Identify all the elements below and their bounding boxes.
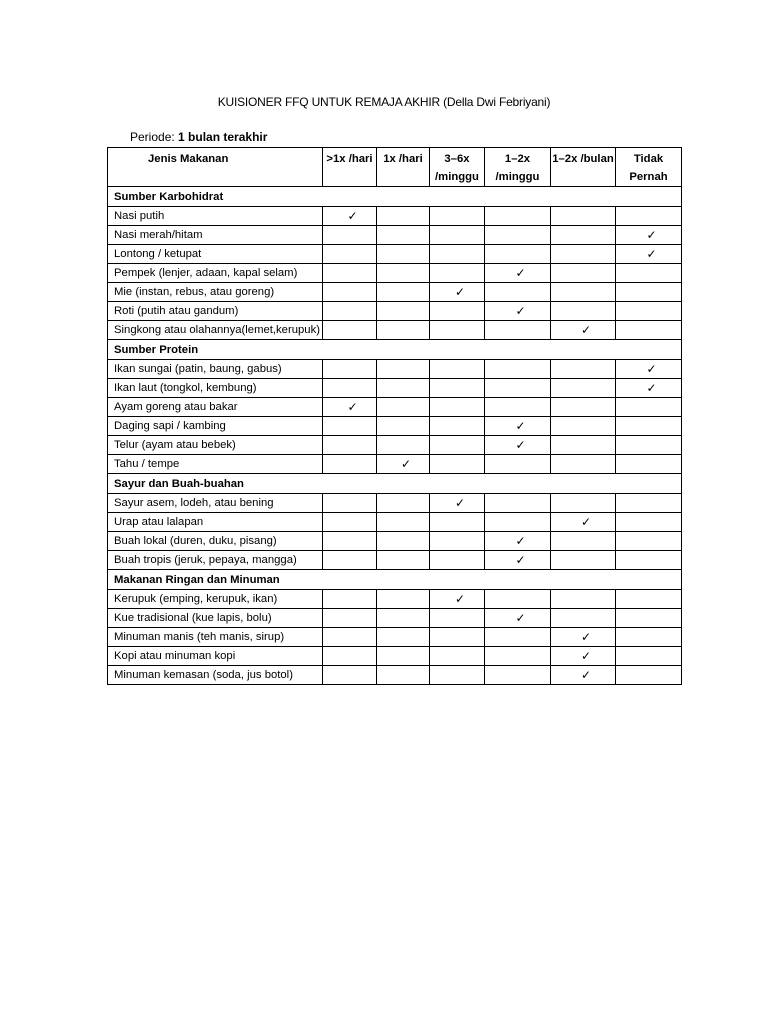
frequency-cell <box>377 532 430 551</box>
frequency-cell <box>616 532 682 551</box>
frequency-cell <box>485 398 551 417</box>
checkmark-icon: ✓ <box>454 496 466 510</box>
checkmark-icon: ✓ <box>580 630 592 644</box>
frequency-cell <box>551 226 616 245</box>
section-heading: Makanan Ringan dan Minuman <box>108 570 682 590</box>
frequency-cell <box>616 226 682 245</box>
checkmark-icon: ✓ <box>515 611 526 625</box>
frequency-cell <box>616 360 682 379</box>
frequency-cell <box>377 551 430 570</box>
frequency-cell <box>323 436 377 455</box>
frequency-cell <box>323 283 377 302</box>
checkmark-icon: ✓ <box>400 457 412 471</box>
section-heading: Sumber Protein <box>108 340 682 360</box>
frequency-cell <box>485 417 551 436</box>
table-row <box>108 609 682 628</box>
frequency-cell <box>616 321 682 340</box>
frequency-cell <box>323 609 377 628</box>
frequency-cell <box>377 494 430 513</box>
column-header-never: Tidak Pernah <box>616 148 682 187</box>
table-row <box>108 436 682 455</box>
column-header-food: Jenis Makanan <box>108 148 323 187</box>
frequency-cell <box>323 321 377 340</box>
frequency-cell <box>377 264 430 283</box>
column-header-more-than-once-daily: >1x /hari <box>323 148 377 187</box>
table-row <box>108 666 682 685</box>
frequency-cell <box>377 513 430 532</box>
frequency-cell <box>377 666 430 685</box>
frequency-cell <box>551 647 616 666</box>
frequency-cell <box>377 226 430 245</box>
frequency-cell <box>551 590 616 609</box>
frequency-cell <box>616 398 682 417</box>
checkmark-icon: ✓ <box>515 553 526 567</box>
food-name: Kerupuk (emping, kerupuk, ikan) <box>108 590 323 609</box>
frequency-cell <box>377 398 430 417</box>
checkmark-icon: ✓ <box>646 362 657 376</box>
frequency-cell <box>551 513 616 532</box>
table-row <box>108 283 682 302</box>
frequency-cell <box>551 551 616 570</box>
frequency-cell <box>430 264 485 283</box>
frequency-cell <box>430 207 485 226</box>
frequency-cell <box>551 398 616 417</box>
frequency-cell <box>551 302 616 321</box>
checkmark-icon: ✓ <box>646 228 657 242</box>
frequency-cell <box>430 513 485 532</box>
frequency-cell <box>377 609 430 628</box>
food-name: Roti (putih atau gandum) <box>108 302 323 321</box>
section-heading: Sayur dan Buah-buahan <box>108 474 682 494</box>
periode-label: Periode: <box>130 130 175 144</box>
food-name: Buah tropis (jeruk, pepaya, mangga) <box>108 551 323 570</box>
food-name: Nasi merah/hitam <box>108 226 323 245</box>
frequency-cell <box>616 551 682 570</box>
table-row <box>108 417 682 436</box>
frequency-cell <box>551 666 616 685</box>
section-heading: Sumber Karbohidrat <box>108 187 682 207</box>
food-name: Nasi putih <box>108 207 323 226</box>
frequency-cell <box>485 532 551 551</box>
checkmark-icon: ✓ <box>646 247 657 261</box>
frequency-cell <box>430 609 485 628</box>
document-title: KUISIONER FFQ UNTUK REMAJA AKHIR (Della Dwi Febriyani) <box>217 95 551 109</box>
frequency-cell <box>616 379 682 398</box>
frequency-cell <box>616 609 682 628</box>
checkmark-icon: ✓ <box>454 592 466 606</box>
frequency-cell <box>430 379 485 398</box>
frequency-cell <box>377 302 430 321</box>
frequency-cell <box>323 226 377 245</box>
frequency-cell <box>430 398 485 417</box>
frequency-cell <box>430 226 485 245</box>
frequency-cell <box>485 245 551 264</box>
frequency-cell <box>377 417 430 436</box>
frequency-cell <box>551 321 616 340</box>
column-header-1-2-monthly: 1–2x /bulan <box>551 148 616 187</box>
frequency-cell <box>551 494 616 513</box>
checkmark-icon: ✓ <box>646 381 657 395</box>
checkmark-icon: ✓ <box>515 438 526 452</box>
frequency-cell <box>616 666 682 685</box>
frequency-cell <box>485 513 551 532</box>
frequency-cell <box>485 321 551 340</box>
table-row <box>108 379 682 398</box>
periode-line <box>130 130 267 144</box>
table-row <box>108 455 682 474</box>
food-name: Singkong atau olahannya(lemet,kerupuk) <box>108 321 323 340</box>
frequency-cell <box>551 532 616 551</box>
column-header-once-daily: 1x /hari <box>377 148 430 187</box>
ffq-body <box>108 187 682 685</box>
frequency-cell <box>551 264 616 283</box>
frequency-cell <box>616 207 682 226</box>
checkmark-icon: ✓ <box>580 323 592 337</box>
frequency-cell <box>485 283 551 302</box>
food-name: Sayur asem, lodeh, atau bening <box>108 494 323 513</box>
frequency-cell <box>377 436 430 455</box>
table-row <box>108 321 682 340</box>
column-header-1-2-weekly: 1–2x /minggu <box>485 148 551 187</box>
table-row <box>108 628 682 647</box>
table-row <box>108 551 682 570</box>
frequency-cell <box>377 283 430 302</box>
frequency-cell <box>323 628 377 647</box>
frequency-cell <box>430 245 485 264</box>
table-row <box>108 302 682 321</box>
table-row <box>108 532 682 551</box>
frequency-cell <box>430 628 485 647</box>
section-row <box>108 340 682 360</box>
table-row <box>108 647 682 666</box>
table-row <box>108 226 682 245</box>
section-row <box>108 187 682 207</box>
frequency-cell <box>430 647 485 666</box>
frequency-cell <box>377 321 430 340</box>
frequency-cell <box>323 302 377 321</box>
frequency-cell <box>323 245 377 264</box>
table-row <box>108 207 682 226</box>
frequency-cell <box>323 647 377 666</box>
frequency-cell <box>551 207 616 226</box>
table-row <box>108 264 682 283</box>
frequency-cell <box>485 666 551 685</box>
food-name: Ikan laut (tongkol, kembung) <box>108 379 323 398</box>
frequency-cell <box>551 609 616 628</box>
table-row <box>108 494 682 513</box>
frequency-cell <box>616 417 682 436</box>
frequency-cell <box>485 647 551 666</box>
food-name: Lontong / ketupat <box>108 245 323 264</box>
frequency-cell <box>485 360 551 379</box>
food-name: Ayam goreng atau bakar <box>108 398 323 417</box>
frequency-cell <box>430 494 485 513</box>
table-row <box>108 360 682 379</box>
frequency-cell <box>485 609 551 628</box>
food-name: Mie (instan, rebus, atau goreng) <box>108 283 323 302</box>
frequency-cell <box>323 513 377 532</box>
frequency-cell <box>323 666 377 685</box>
frequency-cell <box>323 494 377 513</box>
frequency-cell <box>485 207 551 226</box>
frequency-cell <box>485 302 551 321</box>
food-name: Daging sapi / kambing <box>108 417 323 436</box>
frequency-cell <box>551 417 616 436</box>
checkmark-icon: ✓ <box>347 209 358 223</box>
frequency-cell <box>430 455 485 474</box>
frequency-cell <box>485 494 551 513</box>
frequency-cell <box>485 590 551 609</box>
frequency-cell <box>430 666 485 685</box>
frequency-cell <box>377 379 430 398</box>
food-name: Minuman kemasan (soda, jus botol) <box>108 666 323 685</box>
frequency-cell <box>551 379 616 398</box>
frequency-cell <box>430 436 485 455</box>
frequency-cell <box>430 532 485 551</box>
checkmark-icon: ✓ <box>580 515 592 529</box>
frequency-cell <box>551 245 616 264</box>
header-row <box>108 148 682 187</box>
frequency-cell <box>430 302 485 321</box>
frequency-cell <box>323 590 377 609</box>
frequency-cell <box>377 245 430 264</box>
frequency-cell <box>616 647 682 666</box>
food-name: Kopi atau minuman kopi <box>108 647 323 666</box>
frequency-cell <box>377 455 430 474</box>
section-row <box>108 474 682 494</box>
frequency-cell <box>323 379 377 398</box>
frequency-cell <box>430 283 485 302</box>
section-row <box>108 570 682 590</box>
food-name: Tahu / tempe <box>108 455 323 474</box>
checkmark-icon: ✓ <box>580 668 592 682</box>
food-name: Kue tradisional (kue lapis, bolu) <box>108 609 323 628</box>
frequency-cell <box>323 264 377 283</box>
checkmark-icon: ✓ <box>515 266 526 280</box>
frequency-cell <box>377 360 430 379</box>
frequency-cell <box>485 264 551 283</box>
frequency-cell <box>377 207 430 226</box>
frequency-cell <box>430 551 485 570</box>
frequency-cell <box>616 264 682 283</box>
table-row <box>108 513 682 532</box>
frequency-cell <box>485 226 551 245</box>
frequency-cell <box>551 628 616 647</box>
checkmark-icon: ✓ <box>515 304 526 318</box>
frequency-cell <box>485 628 551 647</box>
frequency-cell <box>616 283 682 302</box>
frequency-cell <box>377 628 430 647</box>
frequency-cell <box>616 494 682 513</box>
food-name: Urap atau lalapan <box>108 513 323 532</box>
frequency-cell <box>430 321 485 340</box>
ffq-table <box>107 147 682 685</box>
table-row <box>108 245 682 264</box>
table-row <box>108 398 682 417</box>
frequency-cell <box>430 360 485 379</box>
food-name: Telur (ayam atau bebek) <box>108 436 323 455</box>
food-name: Pempek (lenjer, adaan, kapal selam) <box>108 264 323 283</box>
table-row <box>108 590 682 609</box>
frequency-cell <box>323 398 377 417</box>
frequency-cell <box>551 436 616 455</box>
frequency-cell <box>616 513 682 532</box>
column-header-3-6-weekly: 3–6x /minggu <box>430 148 485 187</box>
frequency-cell <box>485 455 551 474</box>
frequency-cell <box>323 417 377 436</box>
frequency-cell <box>323 360 377 379</box>
frequency-cell <box>551 283 616 302</box>
checkmark-icon: ✓ <box>454 285 466 299</box>
food-name: Ikan sungai (patin, baung, gabus) <box>108 360 323 379</box>
frequency-cell <box>616 436 682 455</box>
frequency-cell <box>430 417 485 436</box>
frequency-cell <box>616 245 682 264</box>
frequency-cell <box>616 590 682 609</box>
periode-value: 1 bulan terakhir <box>178 130 268 144</box>
food-name: Minuman manis (teh manis, sirup) <box>108 628 323 647</box>
checkmark-icon: ✓ <box>347 400 358 414</box>
frequency-cell <box>485 436 551 455</box>
frequency-cell <box>430 590 485 609</box>
frequency-cell <box>377 590 430 609</box>
frequency-cell <box>551 360 616 379</box>
frequency-cell <box>323 455 377 474</box>
frequency-cell <box>485 551 551 570</box>
frequency-cell <box>616 455 682 474</box>
checkmark-icon: ✓ <box>580 649 592 663</box>
checkmark-icon: ✓ <box>515 419 526 433</box>
frequency-cell <box>551 455 616 474</box>
frequency-cell <box>323 532 377 551</box>
frequency-cell <box>616 302 682 321</box>
checkmark-icon: ✓ <box>515 534 526 548</box>
frequency-cell <box>485 379 551 398</box>
frequency-cell <box>616 628 682 647</box>
frequency-cell <box>377 647 430 666</box>
frequency-cell <box>323 207 377 226</box>
frequency-cell <box>323 551 377 570</box>
food-name: Buah lokal (duren, duku, pisang) <box>108 532 323 551</box>
